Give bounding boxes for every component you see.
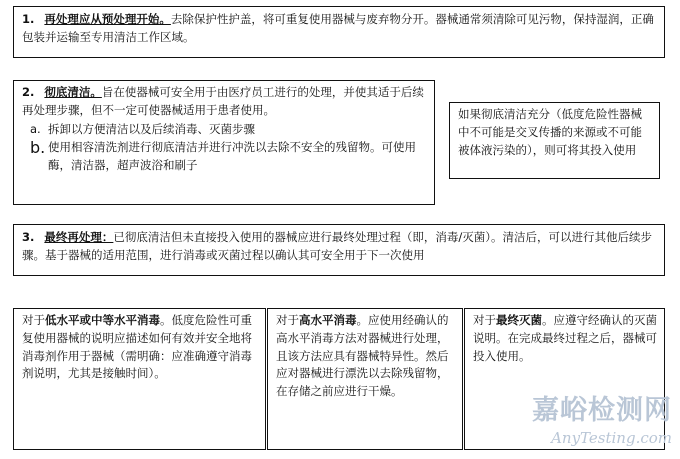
step1-number: 1. — [22, 12, 35, 26]
step2-item-b-label: b. — [30, 138, 46, 158]
step1-body: 去除保护性护盖，将可重复使用器械与废弃物分开。器械通常须清除可见污物，保持湿润，正确包装并运输至专用清洁工作区域。 — [22, 12, 654, 44]
step3-title: 最终再处理： — [44, 230, 114, 244]
step2-item-a-label: a. — [30, 121, 41, 136]
col1-term: 低水平或中等水平消毒 — [45, 313, 160, 327]
col3-prefix: 对于 — [473, 313, 496, 327]
low-mid-disinfection-box — [13, 308, 266, 450]
step2-item-b-text: 使用相容清洗剂进行彻底清洁并进行冲洗以去除不安全的残留物。可使用酶，清洁器，超声波浴和刷子 — [48, 140, 416, 173]
watermark-cn: 嘉峪检测网 — [532, 395, 672, 426]
side-note-text: 如果彻底清洁充分（低度危险性器械中不可能是交叉传播的来源或不可能被体液污染的），则可将其投入使用 — [458, 107, 642, 157]
step2-title: 彻底清洁。 — [44, 85, 102, 99]
col2-term: 高水平消毒 — [299, 313, 357, 327]
step1-title: 再处理应从预处理开始。 — [44, 12, 171, 26]
step3-body: 已彻底清洁但未直接投入使用的器械应进行最终处理过程（即，消毒/灭菌）。清洁后，可以进行其他后续步骤。基于器械的适用范围，进行消毒或灭菌过程以确认其可安全用于下一次使用 — [22, 230, 652, 262]
step3-number: 3. — [22, 230, 35, 244]
step2-item-a — [22, 121, 426, 139]
step3-box — [13, 224, 665, 276]
step2-body: 旨在使器械可安全用于由医疗员工进行的处理，并使其适于后续再处理步骤，但不一定可使器械适用于患者使用。 — [22, 85, 424, 117]
step1-box — [13, 6, 665, 58]
watermark — [522, 396, 672, 446]
col1-body: 。低度危险性可重复使用器械的说明应描述如何有效并安全地将消毒剂作用于器械（需明确：应准确遵守消毒剂说明，尤其是接触时间）。 — [22, 313, 252, 381]
step2-item-b — [22, 139, 426, 175]
step2-box — [13, 80, 435, 205]
col2-body: 。应使用经确认的高水平消毒方法对器械进行处理，且该方法应具有器械特异性。然后应对器械进行漂洗以去除残留物，在存储之前应进行干燥。 — [276, 313, 449, 399]
step2-intro — [22, 84, 426, 120]
step2-item-a-text: 拆卸以方便清洁以及后续消毒、灭菌步骤 — [48, 121, 255, 136]
step2-number: 2. — [22, 85, 35, 99]
col1-prefix: 对于 — [22, 313, 45, 327]
col3-term: 最终灭菌 — [496, 313, 542, 327]
watermark-en: AnyTesting.com — [551, 428, 672, 447]
col3-body: 。应遵守经确认的灭菌说明。在完成最终过程之后，器械可投入使用。 — [473, 313, 657, 363]
col2-prefix: 对于 — [276, 313, 299, 327]
high-level-disinfection-box — [267, 308, 463, 450]
side-note-box — [449, 102, 660, 179]
